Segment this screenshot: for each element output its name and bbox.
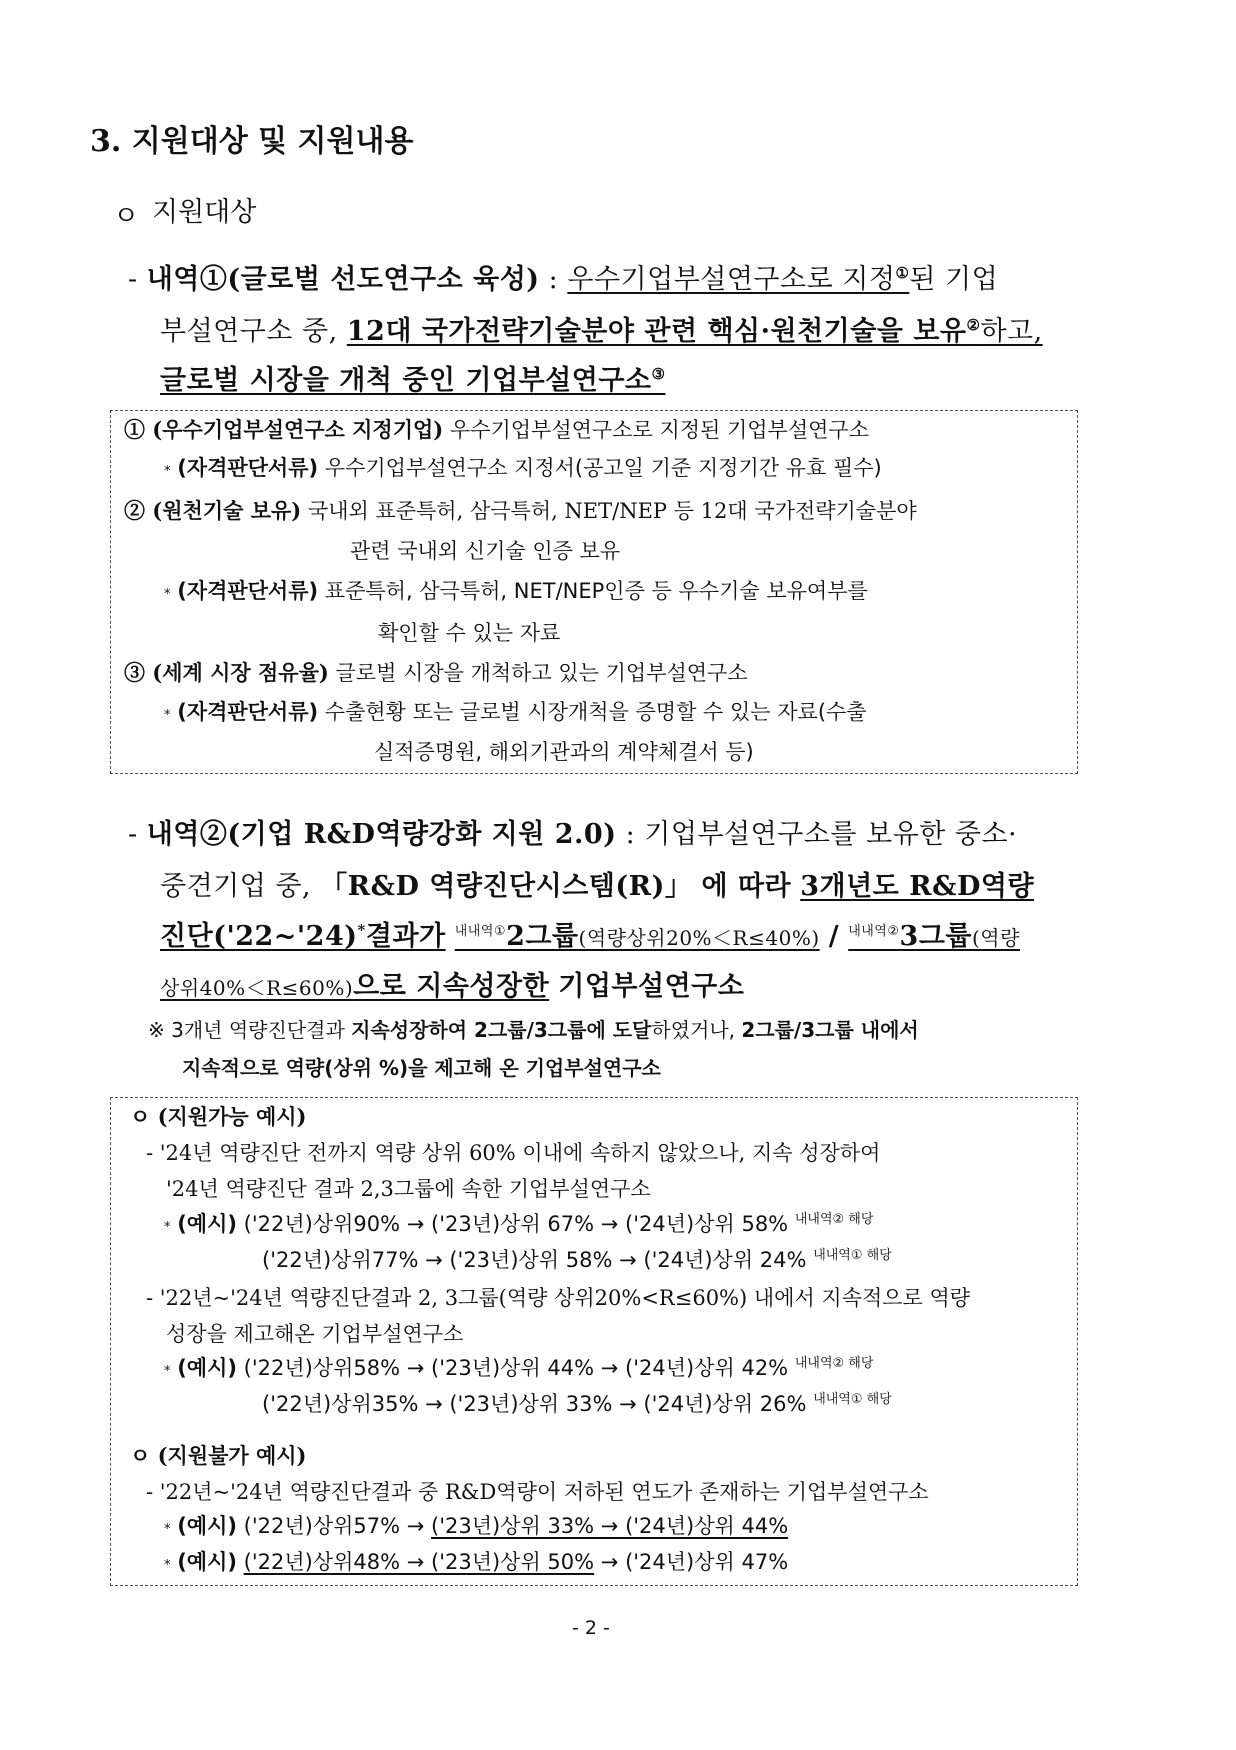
box1-r4-text2: 확인할 수 있는 자료 bbox=[378, 621, 561, 645]
item2-dash: - bbox=[128, 819, 138, 850]
box2-example5 bbox=[164, 1510, 788, 1540]
item1-line1 bbox=[128, 257, 998, 296]
box1-row6 bbox=[164, 696, 867, 726]
item1-head: 내역①(글로벌 선도연구소 육성) bbox=[146, 264, 540, 295]
item2-l3-group3: $^{내내역②}$3그룹(역량 bbox=[848, 921, 1020, 952]
ex5-mark: * bbox=[164, 1522, 171, 1537]
box1-r6-text: 수출현황 또는 글로벌 시장개척을 증명할 수 있는 자료(수출 bbox=[324, 700, 867, 724]
item1-dash: - bbox=[128, 264, 138, 295]
item2-l2d: 3개년도 R&D역량 bbox=[800, 871, 1035, 902]
box1-row5 bbox=[124, 657, 748, 687]
footnote-ref-2: ② bbox=[966, 316, 981, 334]
item2-l2c: 에 따라 bbox=[701, 871, 792, 902]
box2-ok-desc1b: '24년 역량진단 결과 2,3그룹에 속한 기업부설연구소 bbox=[166, 1177, 651, 1201]
item1-p2: 된 기업 bbox=[909, 264, 999, 295]
box1-row3 bbox=[124, 495, 917, 525]
box2-ok-desc1: - '24년 역량진단 전까지 역량 상위 60% 이내에 속하지 않았으나, 지속 성장하여 bbox=[146, 1141, 881, 1165]
box1-row1 bbox=[124, 414, 869, 444]
subheading-label: 지원대상 bbox=[152, 197, 257, 228]
ex6-text-a: ('22년)상위48% → ('23년)상위 50% bbox=[243, 1550, 595, 1574]
ex3-label: (예시) bbox=[177, 1356, 237, 1380]
page-number: - 2 - bbox=[572, 1617, 610, 1639]
ex3-mark: * bbox=[164, 1364, 171, 1379]
box2-example4 bbox=[262, 1388, 892, 1418]
item2-l3-group2: $^{내내역①}$2그룹(역량상위20%＜R≤40%) bbox=[454, 921, 820, 952]
item2-line3 bbox=[160, 914, 1020, 953]
section-title: 3. 지원대상 및 지원내용 bbox=[90, 124, 414, 159]
box1-r1-text: 우수기업부설연구소로 지정된 기업부설연구소 bbox=[449, 418, 869, 442]
item1-line3 bbox=[160, 358, 665, 397]
item2-colon: : bbox=[625, 819, 636, 850]
item1-line2 bbox=[160, 309, 1043, 348]
box1-r3-text2: 관련 국내외 신기술 인증 보유 bbox=[350, 539, 621, 563]
note-c: 하였거나, bbox=[651, 1018, 736, 1042]
box2-example6 bbox=[164, 1546, 788, 1576]
note-d: 2그룹/3그룹 내에서 bbox=[741, 1018, 919, 1042]
item2-l2a: 중견기업 중, bbox=[160, 871, 312, 902]
note-b: 지속성장하여 2그룹/3그룹에 도달 bbox=[351, 1018, 652, 1042]
ex-label: (예시) bbox=[177, 1212, 237, 1236]
box1-r4-mark: * bbox=[164, 587, 171, 602]
item2-note bbox=[148, 1014, 919, 1043]
note-mark: ※ bbox=[148, 1018, 165, 1042]
box1-row4 bbox=[164, 575, 868, 605]
ex1-text: ('22년)상위90% → ('23년)상위 67% → ('24년)상위 58% bbox=[243, 1212, 789, 1236]
note-a: 3개년 역량진단결과 bbox=[171, 1018, 345, 1042]
item1-colon: : bbox=[548, 264, 559, 295]
box1-r6-head: (자격판단서류) bbox=[177, 700, 319, 724]
ex4-text: ('22년)상위35% → ('23년)상위 33% → ('24년)상위 26% bbox=[262, 1392, 807, 1416]
box1-row2 bbox=[164, 452, 882, 482]
box1-r1-head: ① (우수기업부설연구소 지정기업) bbox=[124, 417, 444, 442]
ex6-mark: * bbox=[164, 1558, 171, 1573]
ex5-label: (예시) bbox=[177, 1514, 237, 1538]
ex5-text-b: ('23년)상위 33% → ('24년)상위 44% bbox=[431, 1514, 789, 1538]
box2-no-desc1: - '22년~'24년 역량진단결과 중 R&D역량이 저하된 연도가 존재하는 기업부설연구소 bbox=[146, 1480, 929, 1504]
item1-line2a: 부설연구소 중, bbox=[160, 316, 338, 347]
item2-l4-range: 상위40%＜R≤60%)으로 지속성장한 bbox=[160, 971, 550, 1002]
box1-r6-mark: * bbox=[164, 708, 171, 723]
item1-highlight-2: 12대 국가전략기술분야 관련 핵심·원천기술을 보유② bbox=[346, 316, 981, 347]
item1-line3a: 글로벌 시장을 개척 중인 기업부설연구소 bbox=[160, 365, 652, 396]
box2-ok-desc2b: 성장을 제고해온 기업부설연구소 bbox=[166, 1322, 464, 1346]
ex6-label: (예시) bbox=[177, 1550, 237, 1574]
item2-l3-star: * bbox=[357, 921, 366, 939]
item1-highlight-1: 우수기업부설연구소로 지정① bbox=[567, 264, 910, 295]
ex3-tag: 내내역② 해당 bbox=[794, 1356, 874, 1371]
item2-line2 bbox=[160, 864, 1034, 903]
box1-r2-head: (자격판단서류) bbox=[177, 456, 319, 480]
item2-line4 bbox=[160, 964, 744, 1003]
ex4-tag: 내내역① 해당 bbox=[813, 1392, 892, 1407]
ex5-text-a: ('22년)상위57% → bbox=[243, 1514, 425, 1538]
box1-r3-head: ② (원천기술 보유) bbox=[124, 498, 302, 523]
box1-r5-head: ③ (세계 시장 점유율) bbox=[124, 660, 329, 685]
box1-r6-text2: 실적증명원, 해외기관과의 계약체결서 등) bbox=[374, 740, 754, 764]
subheading-bullet: ㅇ bbox=[113, 201, 140, 232]
box2-no-head: ㅇ (지원불가 예시) bbox=[130, 1443, 307, 1468]
ex2-text: ('22년)상위77% → ('23년)상위 58% → ('24년)상위 24% bbox=[262, 1248, 807, 1272]
item2-l3-diag: 진단('22~'24)*결과가 bbox=[160, 921, 446, 952]
ex-mark: * bbox=[164, 1220, 171, 1235]
box1-r2-mark: * bbox=[164, 464, 171, 479]
box2-ok-head: ㅇ (지원가능 예시) bbox=[130, 1104, 307, 1129]
box1-r3-text: 국내외 표준특허, 삼극특허, NET/NEP 등 12대 국가전략기술분야 bbox=[307, 499, 917, 523]
item2-l2b: 「R&D 역량진단시스템(R)」 bbox=[320, 871, 693, 902]
ex2-tag: 내내역① 해당 bbox=[813, 1248, 892, 1263]
item2-l3-slash: / bbox=[828, 921, 840, 952]
item2-l1: 기업부설연구소를 보유한 중소· bbox=[644, 819, 1018, 850]
item1-line2c: 하고, bbox=[980, 316, 1043, 347]
footnote-ref-3: ③ bbox=[651, 365, 666, 383]
item2-note-line2: 지속적으로 역량(상위 %)을 제고해 온 기업부설연구소 bbox=[182, 1056, 661, 1080]
box1-r4-head: (자격판단서류) bbox=[177, 579, 319, 603]
item2-l4c: 기업부설연구소 bbox=[558, 971, 745, 1002]
item2-line1 bbox=[128, 812, 1017, 851]
box2-example1 bbox=[164, 1208, 873, 1238]
ex1-tag: 내내역② 해당 bbox=[794, 1212, 874, 1227]
box1-r5-text: 글로벌 시장을 개척하고 있는 기업부설연구소 bbox=[335, 661, 748, 685]
box2-ok-desc2: - '22년~'24년 역량진단결과 2, 3그룹(역량 상위20%<R≤60%) 내에서 지속적으로 역량 bbox=[146, 1286, 971, 1310]
ex6-text-b: → ('24년)상위 47% bbox=[600, 1550, 789, 1574]
footnote-ref-1: ① bbox=[895, 264, 910, 282]
box2-example3 bbox=[164, 1352, 873, 1382]
ex3-text: ('22년)상위58% → ('23년)상위 44% → ('24년)상위 42% bbox=[243, 1356, 789, 1380]
box2-example2 bbox=[262, 1244, 892, 1274]
box1-r2-text: 우수기업부설연구소 지정서(공고일 기준 지정기간 유효 필수) bbox=[324, 456, 882, 480]
box1-r4-text: 표준특허, 삼극특허, NET/NEP인증 등 우수기술 보유여부를 bbox=[324, 579, 868, 603]
item2-head: 내역②(기업 R&D역량강화 지원 2.0) bbox=[146, 819, 617, 850]
